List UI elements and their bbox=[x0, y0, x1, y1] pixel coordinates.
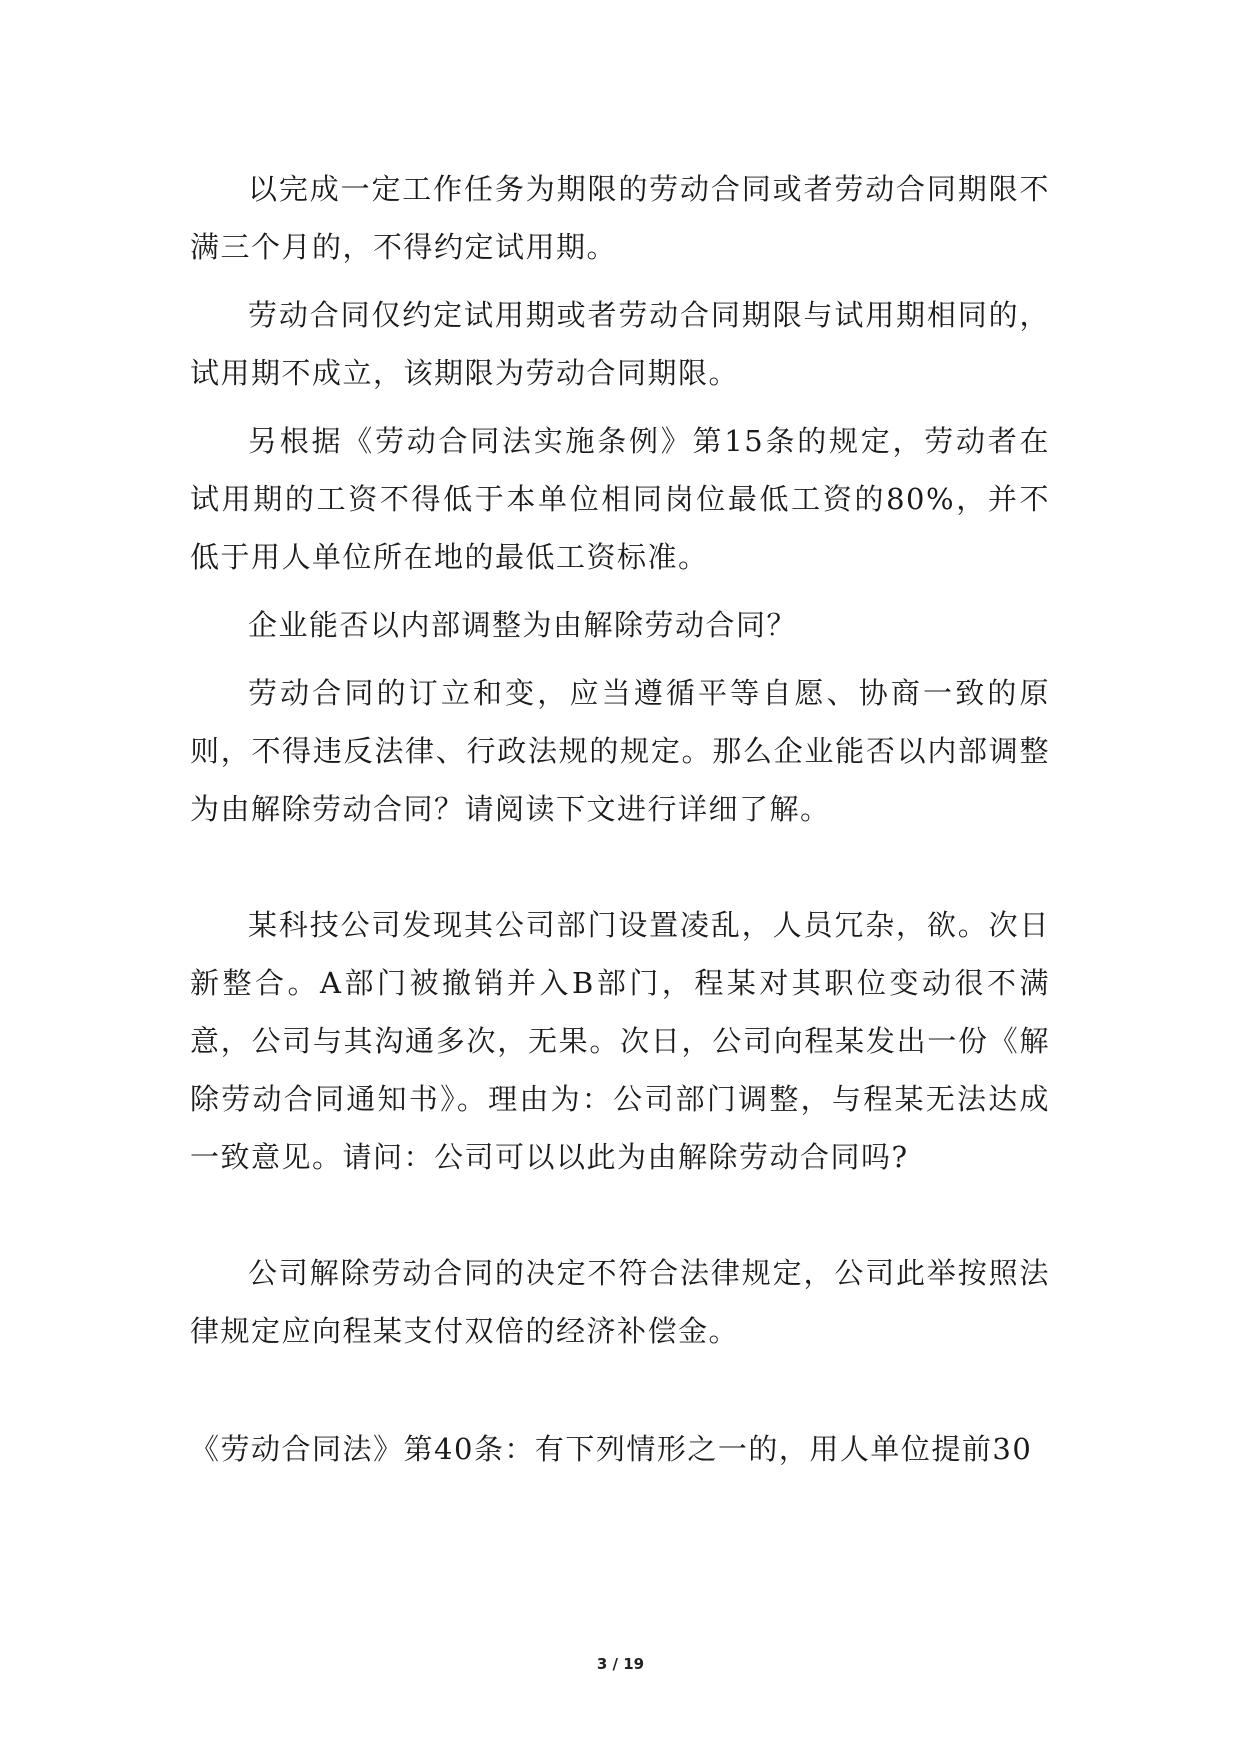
paragraph-intro: 劳动合同的订立和变，应当遵循平等自愿、协商一致的原则，不得违反法律、行政法规的规定。那么企业能否以内部调整为由解除劳动合同？请阅读下文进行详细了解。 bbox=[190, 676, 1050, 826]
page-number: 3 / 19 bbox=[596, 1655, 645, 1673]
paragraph-probation-invalid: 劳动合同仅约定试用期或者劳动合同期限与试用期相同的，试用期不成立，该期限为劳动合同期限。 bbox=[190, 298, 1050, 390]
paragraph-probation-limit: 以完成一定工作任务为期限的劳动合同或者劳动合同期限不满三个月的，不得约定试用期。 bbox=[190, 172, 1050, 264]
document-body bbox=[190, 160, 1050, 1488]
paragraph-conclusion: 公司解除劳动合同的决定不符合法律规定，公司此举按照法律规定应向程某支付双倍的经济补偿金。 bbox=[190, 1256, 1050, 1348]
paragraph-law-article-40: 《劳动合同法》第40条：有下列情形之一的，用人单位提前30 bbox=[190, 1432, 1033, 1466]
paragraph-case: 某科技公司发现其公司部门设置凌乱，人员冗杂，欲。次日新整合。A部门被撤销并入B部门，程某对其职位变动很不满意，公司与其沟通多次，无果。次日，公司向程某发出一份《解除劳动合同通知书》。理由为：公司部门调整，与程某无法达成一致意见。请问：公司可以以此为由解除劳动合同吗? bbox=[190, 908, 1050, 1174]
section-heading-question: 企业能否以内部调整为由解除劳动合同？ bbox=[248, 608, 798, 642]
paragraph-probation-wage: 另根据《劳动合同法实施条例》第15条的规定，劳动者在试用期的工资不得低于本单位相同岗位最低工资的80%，并不低于用人单位所在地的最低工资标准。 bbox=[190, 424, 1050, 574]
